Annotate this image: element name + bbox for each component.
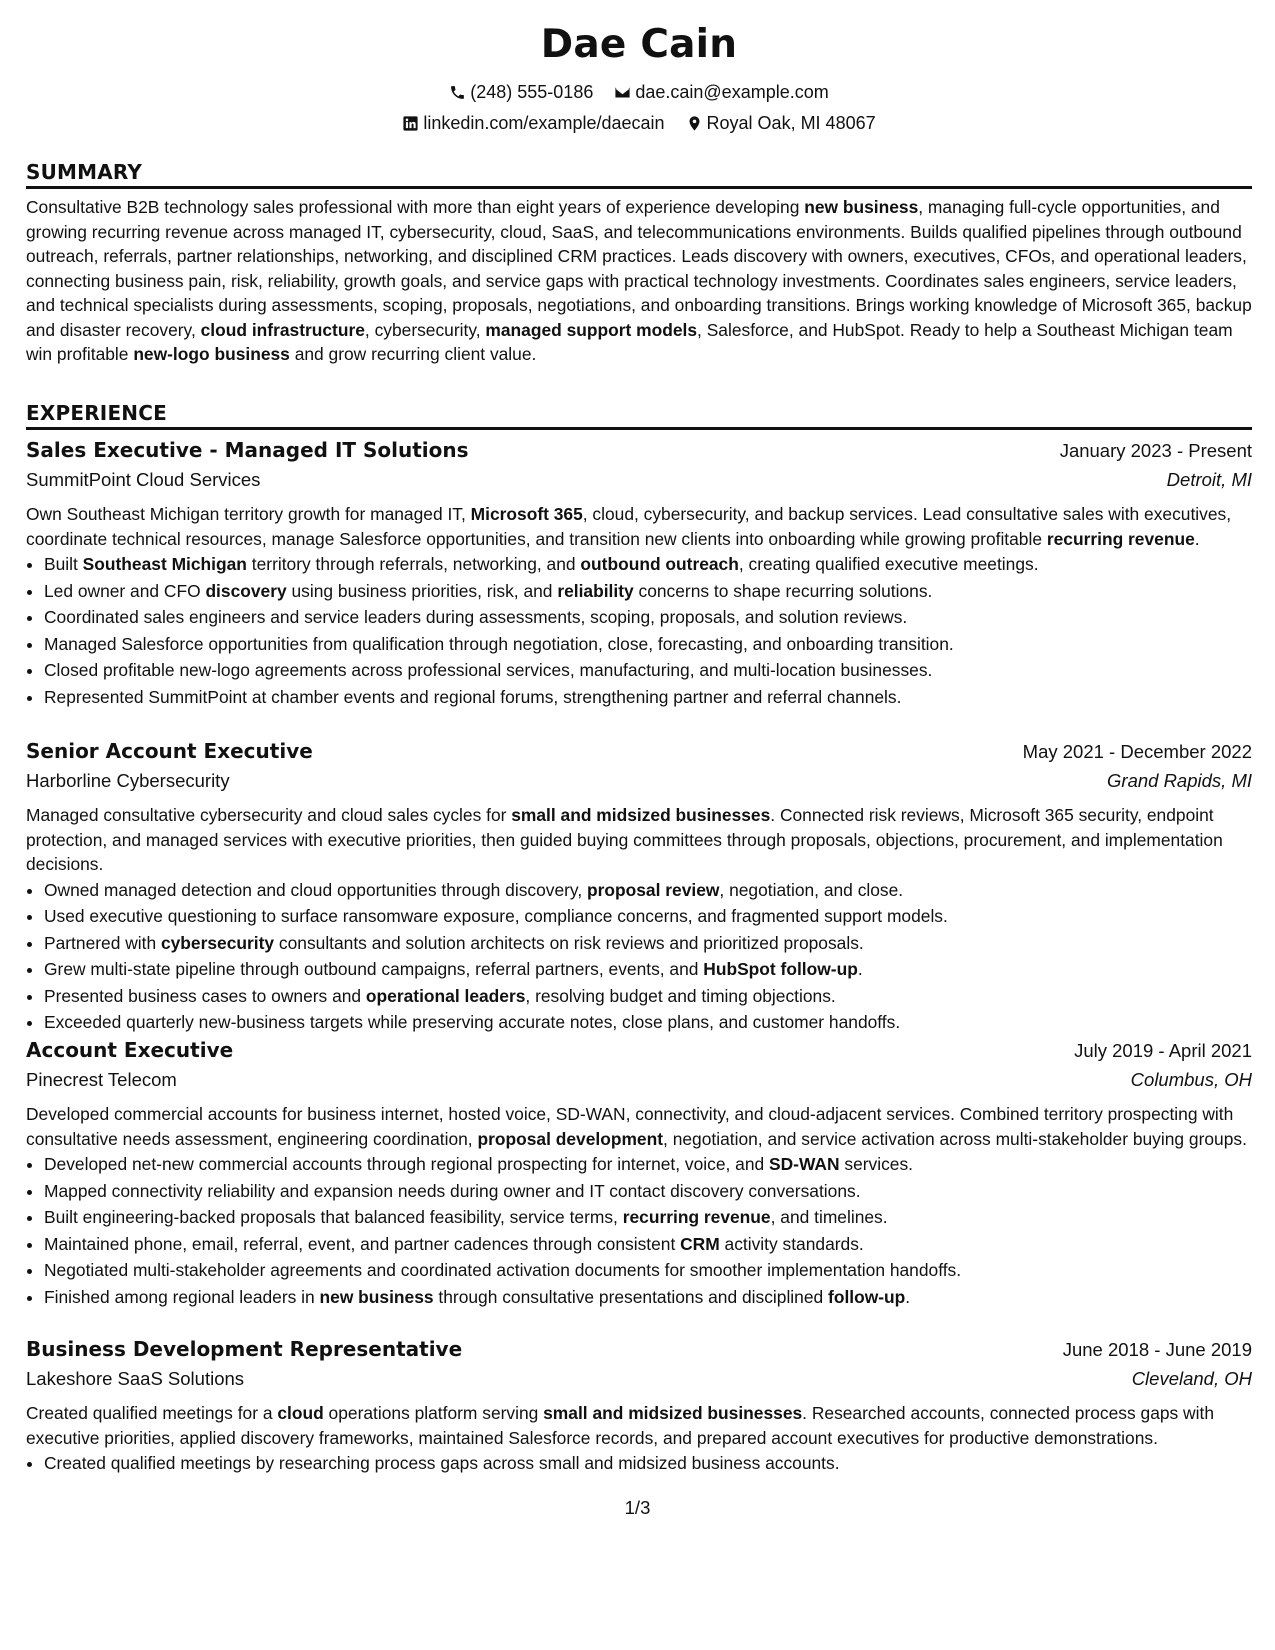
emphasis-text: outbound outreach <box>580 554 739 574</box>
text-run: services. <box>839 1154 913 1174</box>
text-run: territory through referrals, networking, and <box>246 554 581 574</box>
job-location: Cleveland, OH <box>1131 1368 1252 1389</box>
emphasis-text: new business <box>319 1286 434 1307</box>
text-run: Created qualified meetings for a <box>26 1403 278 1423</box>
text-run: Owned managed detection and cloud opportunities through discovery, <box>44 879 587 900</box>
text-run: Maintained phone, email, referral, event, and partner cadences through consistent <box>44 1233 681 1254</box>
bullet-item <box>44 930 1252 957</box>
bullet-item <box>44 631 1252 658</box>
emphasis-text: small and midsized businesses <box>543 1403 803 1423</box>
bullet-item <box>44 1257 1252 1284</box>
bullet-item <box>44 877 1252 904</box>
emphasis-text: SD-WAN <box>769 1154 840 1174</box>
linkedin-link[interactable]: linkedin.com/example/daecain <box>423 113 665 133</box>
text-run: consultants and solution architects on risk reviews and prioritized proposals. <box>274 932 864 953</box>
emphasis-text: proposal development <box>477 1128 664 1149</box>
job-bullets <box>26 1151 1252 1310</box>
phone-icon <box>449 84 466 101</box>
text-run: , managing full-cycle opportunities, and growing recurring revenue across managed IT, cybersecurity, cloud, SaaS, and telecommunications environments. Builds qualified pipelines through outbound outreach, referrals, partner relationships, networking, and disciplined CRM practices. Leads discovery with owners, executives, CFOs, and operational leaders, connecting business pain, risk, reliability, growth goals, and service gaps with practical technology investments. Coordinates sales engineers, service leaders, and technical specialists during assessments, scoping, proposals, negotiations, and onboarding transitions. Brings working knowledge of Microsoft 365, backup and disaster recovery, <box>26 197 1252 340</box>
emphasis-text: cybersecurity <box>160 932 275 953</box>
job-title: Sales Executive - Managed IT Solutions <box>26 438 469 462</box>
text-run: Grew multi-state pipeline through outbound campaigns, referral partners, events, and <box>44 959 704 979</box>
email-item[interactable] <box>614 81 828 103</box>
emphasis-text: cloud infrastructure <box>200 319 365 340</box>
emphasis-text: managed support models <box>485 319 698 340</box>
text-run: , and timelines. <box>770 1207 888 1227</box>
text-run: Partnered with <box>44 932 161 953</box>
bullet-item <box>44 684 1252 711</box>
bullet-item <box>44 551 1252 578</box>
text-run: Managed consultative cybersecurity and cloud sales cycles for <box>26 805 512 825</box>
job-title: Business Development Representative <box>26 1337 463 1361</box>
text-run: operations platform serving <box>323 1403 544 1423</box>
text-run: Developed net-new commercial accounts through regional prospecting for internet, voice, and <box>44 1154 770 1174</box>
map-pin-icon <box>686 115 703 132</box>
text-run: Represented SummitPoint at chamber events and regional forums, strengthening partner and referral channels. <box>44 686 902 707</box>
job-entry <box>26 1337 1252 1477</box>
candidate-name: Dae Cain <box>540 22 738 67</box>
text-run: Built engineering-backed proposals that balanced feasibility, service terms, <box>44 1207 623 1227</box>
contact-row-primary <box>26 81 1252 106</box>
page-number: 1/3 <box>624 1497 651 1518</box>
text-run: . <box>857 959 863 979</box>
text-run: , creating qualified executive meetings. <box>738 554 1039 574</box>
emphasis-text: follow-up <box>828 1286 906 1307</box>
text-run: Closed profitable new-logo agreements across professional services, manufacturing, and multi-location businesses. <box>44 660 933 680</box>
job-title: Account Executive <box>26 1038 234 1062</box>
phone-text: (248) 555-0186 <box>470 82 594 102</box>
emphasis-text: operational leaders <box>365 985 526 1006</box>
text-run: , negotiation, and service activation across multi-stakeholder buying groups. <box>663 1128 1247 1149</box>
job-description <box>26 803 1252 877</box>
resume-page <box>26 0 1252 1650</box>
job-bullets <box>26 551 1252 710</box>
job-company: Lakeshore SaaS Solutions <box>26 1368 245 1389</box>
job-bullets <box>26 1450 1252 1477</box>
experience-section <box>26 401 1252 430</box>
text-run: , negotiation, and close. <box>719 879 904 900</box>
job-entry <box>26 1038 1252 1310</box>
linkedin-item[interactable] <box>402 112 664 134</box>
text-run: Negotiated multi-stakeholder agreements and coordinated activation documents for smoother implementation handoffs. <box>44 1260 962 1280</box>
emphasis-text: new business <box>804 197 919 217</box>
job-company: Harborline Cybersecurity <box>26 770 230 791</box>
job-description <box>26 1401 1252 1450</box>
emphasis-text: cloud <box>277 1403 324 1423</box>
text-run: . Researched accounts, connected process gaps with executive priorities, applied discovery frameworks, maintained Salesforce records, and prepared account executives for productive demonstrations. <box>26 1403 1214 1448</box>
emphasis-text: reliability <box>557 580 634 601</box>
text-run: using business priorities, risk, and <box>286 580 558 601</box>
summary-text <box>26 195 1252 367</box>
bullet-item <box>44 1151 1252 1178</box>
bullet-item <box>44 1284 1252 1311</box>
bullet-item <box>44 903 1252 930</box>
text-run: Created qualified meetings by researching process gaps across small and midsized business accounts. <box>44 1453 840 1473</box>
job-location: Grand Rapids, MI <box>1107 770 1252 791</box>
text-run: Mapped connectivity reliability and expansion needs during owner and IT contact discovery conversations. <box>44 1180 861 1201</box>
location-text: Royal Oak, MI 48067 <box>706 113 876 133</box>
bullet-item <box>44 604 1252 631</box>
emphasis-text: Microsoft 365 <box>470 504 583 524</box>
job-dates: June 2018 - June 2019 <box>1062 1339 1252 1360</box>
bullet-item <box>44 1009 1252 1036</box>
phone-item <box>449 81 593 103</box>
job-location: Detroit, MI <box>1166 469 1252 490</box>
job-dates: January 2023 - Present <box>1059 440 1252 461</box>
contact-row-secondary <box>26 112 1252 137</box>
text-run: Built <box>44 554 83 574</box>
emphasis-text: HubSpot follow-up <box>703 959 858 979</box>
text-run: Presented business cases to owners and <box>44 985 366 1006</box>
text-run: . <box>1194 528 1200 549</box>
bullet-item <box>44 657 1252 684</box>
job-bullets <box>26 877 1252 1036</box>
text-run: Own Southeast Michigan territory growth for managed IT, <box>26 504 471 524</box>
job-dates: May 2021 - December 2022 <box>1022 741 1252 762</box>
text-run: , cybersecurity, <box>364 319 486 340</box>
envelope-icon <box>614 84 631 101</box>
job-company: Pinecrest Telecom <box>26 1069 177 1090</box>
job-description <box>26 502 1252 551</box>
text-run: Managed Salesforce opportunities from qualification through negotiation, close, forecasting, and onboarding transition. <box>44 633 954 654</box>
job-description <box>26 1102 1252 1151</box>
text-run: Used executive questioning to surface ransomware exposure, compliance concerns, and fragmented support models. <box>44 906 948 926</box>
bullet-item <box>44 1178 1252 1205</box>
text-run: , resolving budget and timing objections. <box>525 985 836 1006</box>
text-run: Consultative B2B technology sales professional with more than eight years of experience developing <box>26 197 805 217</box>
text-run: Coordinated sales engineers and service leaders during assessments, scoping, proposals, and solution reviews. <box>44 607 908 627</box>
job-company: SummitPoint Cloud Services <box>26 469 261 490</box>
summary-section <box>26 160 1252 367</box>
emphasis-text: new-logo business <box>133 344 290 364</box>
text-run: concerns to shape recurring solutions. <box>633 580 933 601</box>
text-run: Exceeded quarterly new-business targets while preserving accurate notes, close plans, and customer handoffs. <box>44 1012 901 1032</box>
linkedin-icon <box>402 115 419 132</box>
emphasis-text: Southeast Michigan <box>82 554 247 574</box>
job-title: Senior Account Executive <box>26 739 313 763</box>
bullet-item <box>44 1231 1252 1258</box>
text-run: and grow recurring client value. <box>289 344 537 364</box>
job-entry <box>26 438 1252 710</box>
bullet-item <box>44 956 1252 983</box>
text-run: Finished among regional leaders in <box>44 1286 320 1307</box>
bullet-item <box>44 578 1252 605</box>
job-entry <box>26 739 1252 1036</box>
job-dates: July 2019 - April 2021 <box>1074 1040 1252 1061</box>
text-run: Developed commercial accounts for business internet, hosted voice, SD-WAN, connectivity, and cloud-adjacent services. Combined territory prospecting with consultative needs assessment, engineering coordination, <box>26 1104 1234 1149</box>
emphasis-text: CRM <box>680 1233 720 1254</box>
text-run: Led owner and CFO <box>44 580 206 601</box>
experience-heading: EXPERIENCE <box>26 401 1252 430</box>
job-location: Columbus, OH <box>1130 1069 1252 1090</box>
emphasis-text: discovery <box>205 580 287 601</box>
text-run: , cloud, cybersecurity, and backup services. Lead consultative sales with executives, coordinate technical resources, manage Salesforce opportunities, and transition new clients into onboarding while growing profitable <box>26 504 1232 549</box>
email-link[interactable]: dae.cain@example.com <box>635 82 829 102</box>
text-run: activity standards. <box>719 1233 864 1254</box>
emphasis-text: recurring revenue <box>1046 528 1195 549</box>
bullet-item <box>44 1450 1252 1477</box>
emphasis-text: proposal review <box>587 879 720 900</box>
bullet-item <box>44 1204 1252 1231</box>
text-run: , Salesforce, and HubSpot. Ready to help a Southeast Michigan team win profitable <box>26 319 1233 364</box>
text-run: through consultative presentations and disciplined <box>433 1286 829 1307</box>
bullet-item <box>44 983 1252 1010</box>
text-run: . Connected risk reviews, Microsoft 365 security, endpoint protection, and managed services with executive priorities, then guided buying committees through proposals, objections, procurement, and implementation decisions. <box>26 805 1223 874</box>
location-item <box>686 112 876 134</box>
text-run: . <box>905 1286 911 1307</box>
emphasis-text: recurring revenue <box>622 1207 771 1227</box>
emphasis-text: small and midsized businesses <box>511 805 771 825</box>
summary-heading: SUMMARY <box>26 160 1252 189</box>
